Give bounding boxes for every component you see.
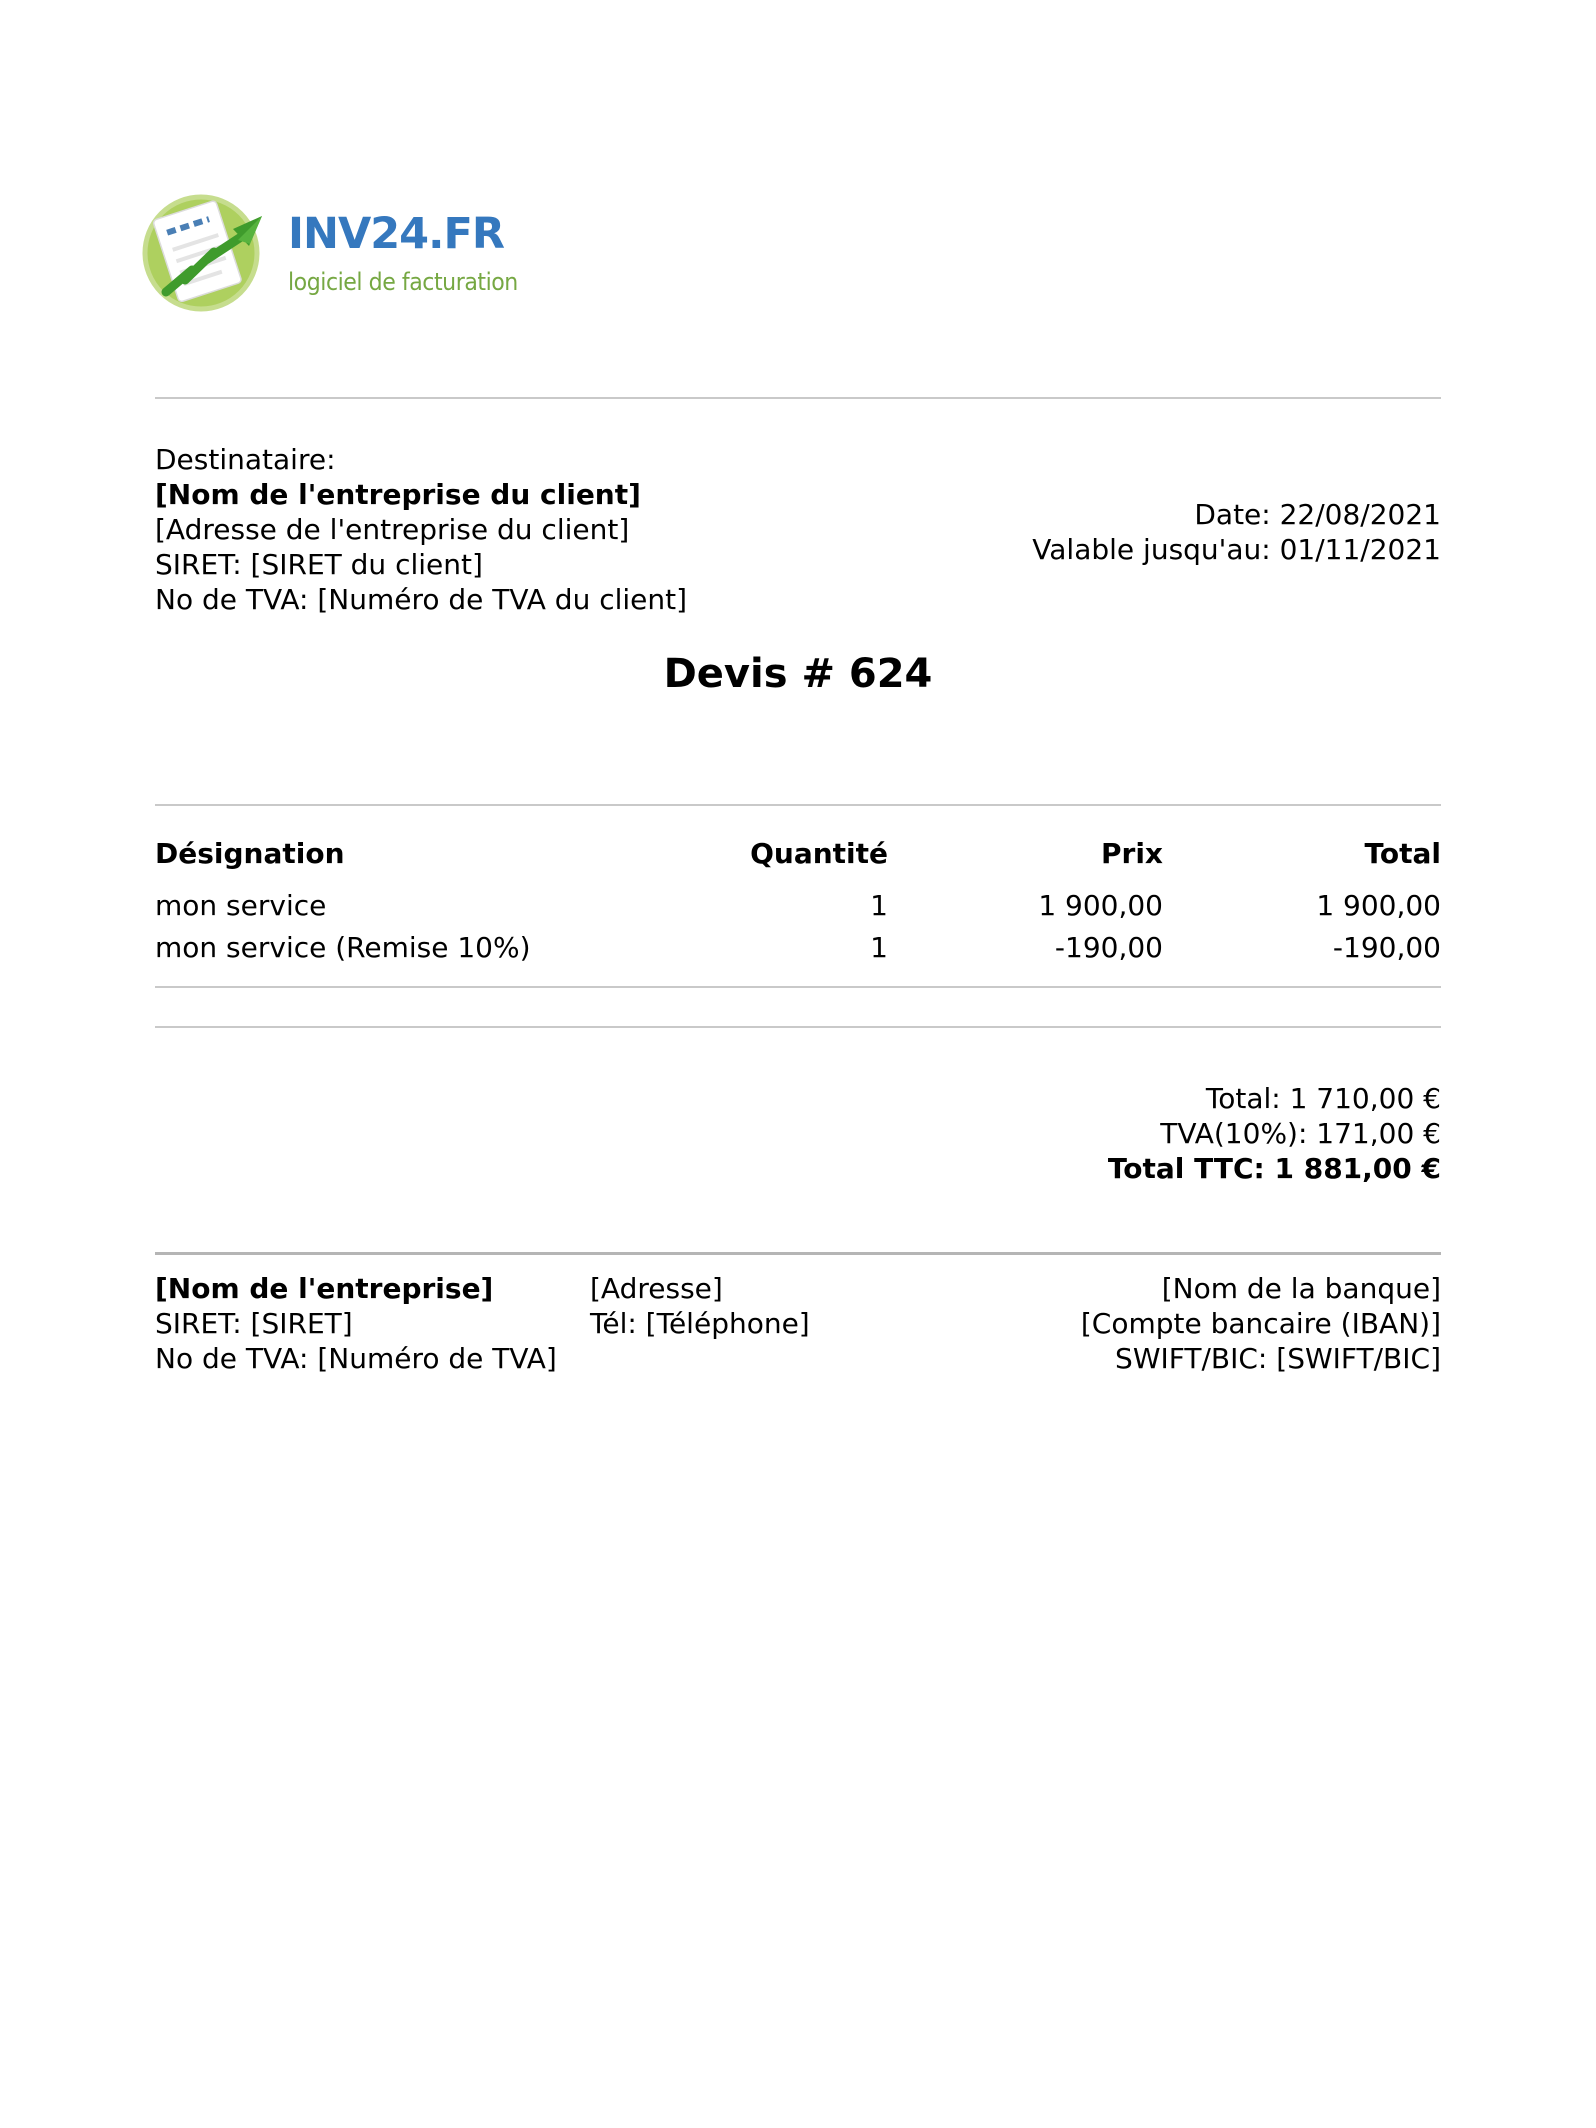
- cell-price: 1 900,00: [1038, 889, 1163, 922]
- recipient-siret: SIRET: [SIRET du client]: [155, 548, 483, 581]
- totals-top-divider: [155, 1026, 1441, 1028]
- subtotal-amount: Total: 1 710,00 €: [1205, 1082, 1441, 1115]
- cell-total: 1 900,00: [1316, 889, 1441, 922]
- cell-total: -190,00: [1332, 931, 1441, 964]
- column-header-designation: Désignation: [155, 837, 345, 870]
- footer-bank-swift: SWIFT/BIC: [SWIFT/BIC]: [1115, 1342, 1441, 1375]
- date-block: [155, 497, 1441, 567]
- totals-block: [155, 1081, 1441, 1186]
- cell-price: -190,00: [1054, 931, 1163, 964]
- total-ttc-amount: Total TTC: 1 881,00 €: [1107, 1152, 1441, 1185]
- cell-designation: mon service (Remise 10%): [155, 931, 531, 964]
- footer-company-siret: SIRET: [SIRET]: [155, 1307, 353, 1340]
- vat-amount: TVA(10%): 171,00 €: [1160, 1117, 1441, 1150]
- footer-address: [Adresse]: [590, 1272, 723, 1305]
- cell-quantity: 1: [870, 931, 888, 964]
- footer-bank-name: [Nom de la banque]: [1161, 1272, 1441, 1305]
- recipient-company-name: [Nom de l'entreprise du client]: [155, 478, 641, 511]
- footer-company-vat: No de TVA: [Numéro de TVA]: [155, 1342, 557, 1375]
- brand-name: INV24.FR: [288, 209, 504, 259]
- column-header-price: Prix: [1101, 837, 1163, 870]
- valid-until-date: Valable jusqu'au: 01/11/2021: [1032, 533, 1441, 566]
- page-title: Devis # 624: [663, 651, 933, 697]
- cell-designation: mon service: [155, 889, 327, 922]
- footer-bank-iban: [Compte bancaire (IBAN)]: [1080, 1307, 1441, 1340]
- recipient-address: [Adresse de l'entreprise du client]: [155, 513, 630, 546]
- cell-quantity: 1: [870, 889, 888, 922]
- quote-date: Date: 22/08/2021: [1194, 498, 1441, 531]
- footer-company-name: [Nom de l'entreprise]: [155, 1272, 494, 1305]
- table-header-row: [155, 836, 1441, 871]
- header-divider: [155, 397, 1441, 399]
- table-row: [155, 888, 1441, 923]
- footer-bank-block: [155, 1271, 1441, 1376]
- recipient-label: Destinataire:: [155, 443, 336, 476]
- column-header-quantity: Quantité: [750, 837, 888, 870]
- table-top-divider: [155, 804, 1441, 806]
- brand-tagline: logiciel de facturation: [288, 268, 518, 296]
- footer-divider: [155, 1252, 1441, 1255]
- column-header-total: Total: [1364, 837, 1441, 870]
- table-bottom-divider: [155, 986, 1441, 988]
- table-row: [155, 930, 1441, 965]
- footer-phone: Tél: [Téléphone]: [590, 1307, 810, 1340]
- recipient-vat-number: No de TVA: [Numéro de TVA du client]: [155, 583, 688, 616]
